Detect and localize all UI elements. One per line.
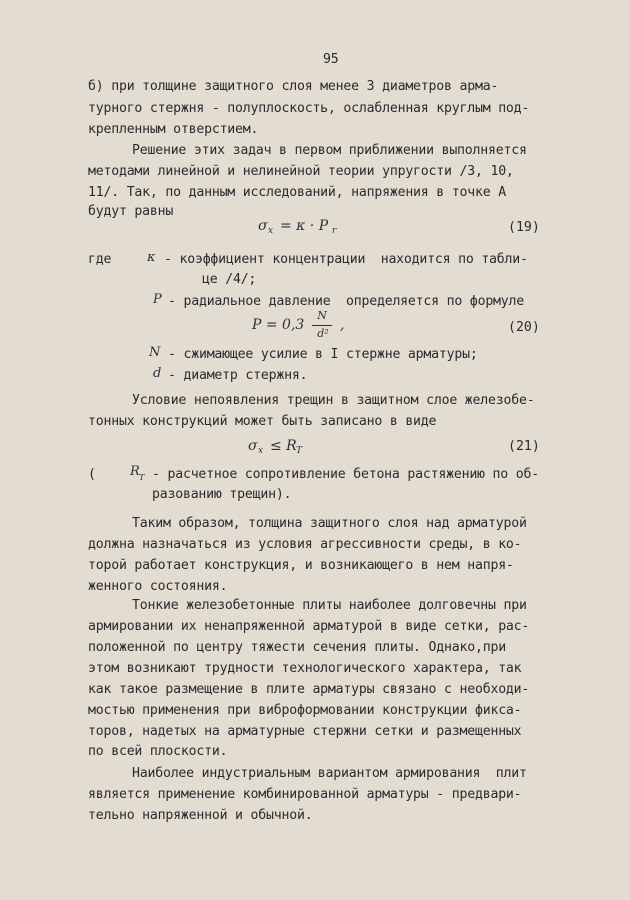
text-line: этом возникают трудности технологического характера, так: [88, 661, 522, 676]
where-label: где: [88, 252, 112, 267]
eq19-rhs: = κ · P: [280, 218, 329, 234]
eq20-lhs: P = 0,3: [252, 317, 305, 333]
text-line: 11/. Так, по данным исследований, напряжения в точке А: [88, 185, 506, 200]
text-line: мостью применения при виброформовании конструкции фикса-: [88, 703, 522, 718]
eq20-denominator: d²: [317, 327, 329, 340]
text-line: должна назначаться из условия агрессивности среды, в ко-: [88, 537, 522, 552]
eq20-tail: ,: [340, 317, 345, 333]
eq19-lhs-sub: x: [268, 226, 274, 236]
text-line: б) при толщине защитного слоя менее 3 диаметров арма-: [88, 79, 499, 94]
k-definition: - коэффициент концентрации находится по табли-: [164, 252, 528, 267]
rt-definition: - расчетное сопротивление бетона растяжению по об-: [152, 467, 539, 482]
eq20-number: (20): [508, 320, 540, 335]
d-symbol: d: [153, 366, 162, 381]
page-number: 95: [323, 52, 339, 67]
eq19-lhs: σ: [258, 218, 268, 234]
eq19-number: (19): [508, 220, 540, 235]
rt-symbol: R: [130, 464, 140, 479]
eq21-rel-sub: T: [296, 446, 303, 456]
text-line: Наиболее индустриальным вариантом армирования плит: [132, 766, 527, 781]
text-line: турного стержня - полуплоскость, ослабленная круглым под-: [88, 101, 530, 116]
p-definition: - радиальное давление определяется по формуле: [168, 294, 525, 309]
eq21-lhs: σ: [248, 438, 258, 454]
text-line: будут равны: [88, 204, 174, 219]
eq21-number: (21): [508, 439, 540, 454]
note-open-paren: (: [88, 467, 96, 482]
rt-symbol-sub: T: [139, 473, 145, 482]
text-line: армировании их ненапряженной арматурой в виде сетки, рас-: [88, 619, 530, 634]
eq20-fraction-bar: [312, 325, 332, 326]
n-definition: - сжимающее усилие в I стержне арматуры;: [168, 347, 478, 362]
eq20-numerator: N: [317, 309, 327, 322]
text-line: как такое размещение в плите арматуры связано с необходи-: [88, 682, 530, 697]
eq21-rel: ≤ R: [270, 438, 297, 454]
text-line: является применение комбинированной арматуры - предвари-: [88, 787, 522, 802]
text-line: Решение этих задач в первом приближении выполняется: [132, 143, 527, 158]
text-line: методами линейной и нелинейной теории упругости /3, 10,: [88, 164, 514, 179]
text-line: тонных конструкций может быть записано в виде: [88, 414, 437, 429]
eq21-lhs-sub: x: [258, 446, 264, 456]
text-line: положенной по центру тяжести сечения плиты. Однако,при: [88, 640, 506, 655]
n-symbol: N: [149, 345, 161, 360]
text-line: Условие непоявления трещин в защитном слое железобе-: [132, 393, 535, 408]
text-line: торой работает конструкция, и возникающего в нем напря-: [88, 558, 514, 573]
text-line: Тонкие железобетонные плиты наиболее долговечны при: [132, 598, 527, 613]
rt-definition-cont: разованию трещин).: [152, 487, 292, 502]
text-line: Таким образом, толщина защитного слоя над арматурой: [132, 516, 527, 531]
text-line: торов, надетых на арматурные стержни сетки и размещенных: [88, 724, 522, 739]
text-line: женного состояния.: [88, 579, 228, 594]
k-definition-cont: це /4/;: [202, 272, 257, 287]
text-line: тельно напряженной и обычной.: [88, 808, 313, 823]
p-symbol: P: [153, 292, 162, 307]
eq19-rhs-sub: r: [332, 226, 337, 236]
k-symbol: κ: [147, 250, 156, 265]
text-line: по всей плоскости.: [88, 744, 228, 759]
text-line: крепленным отверстием.: [88, 122, 259, 137]
d-definition: - диаметр стержня.: [168, 368, 308, 383]
